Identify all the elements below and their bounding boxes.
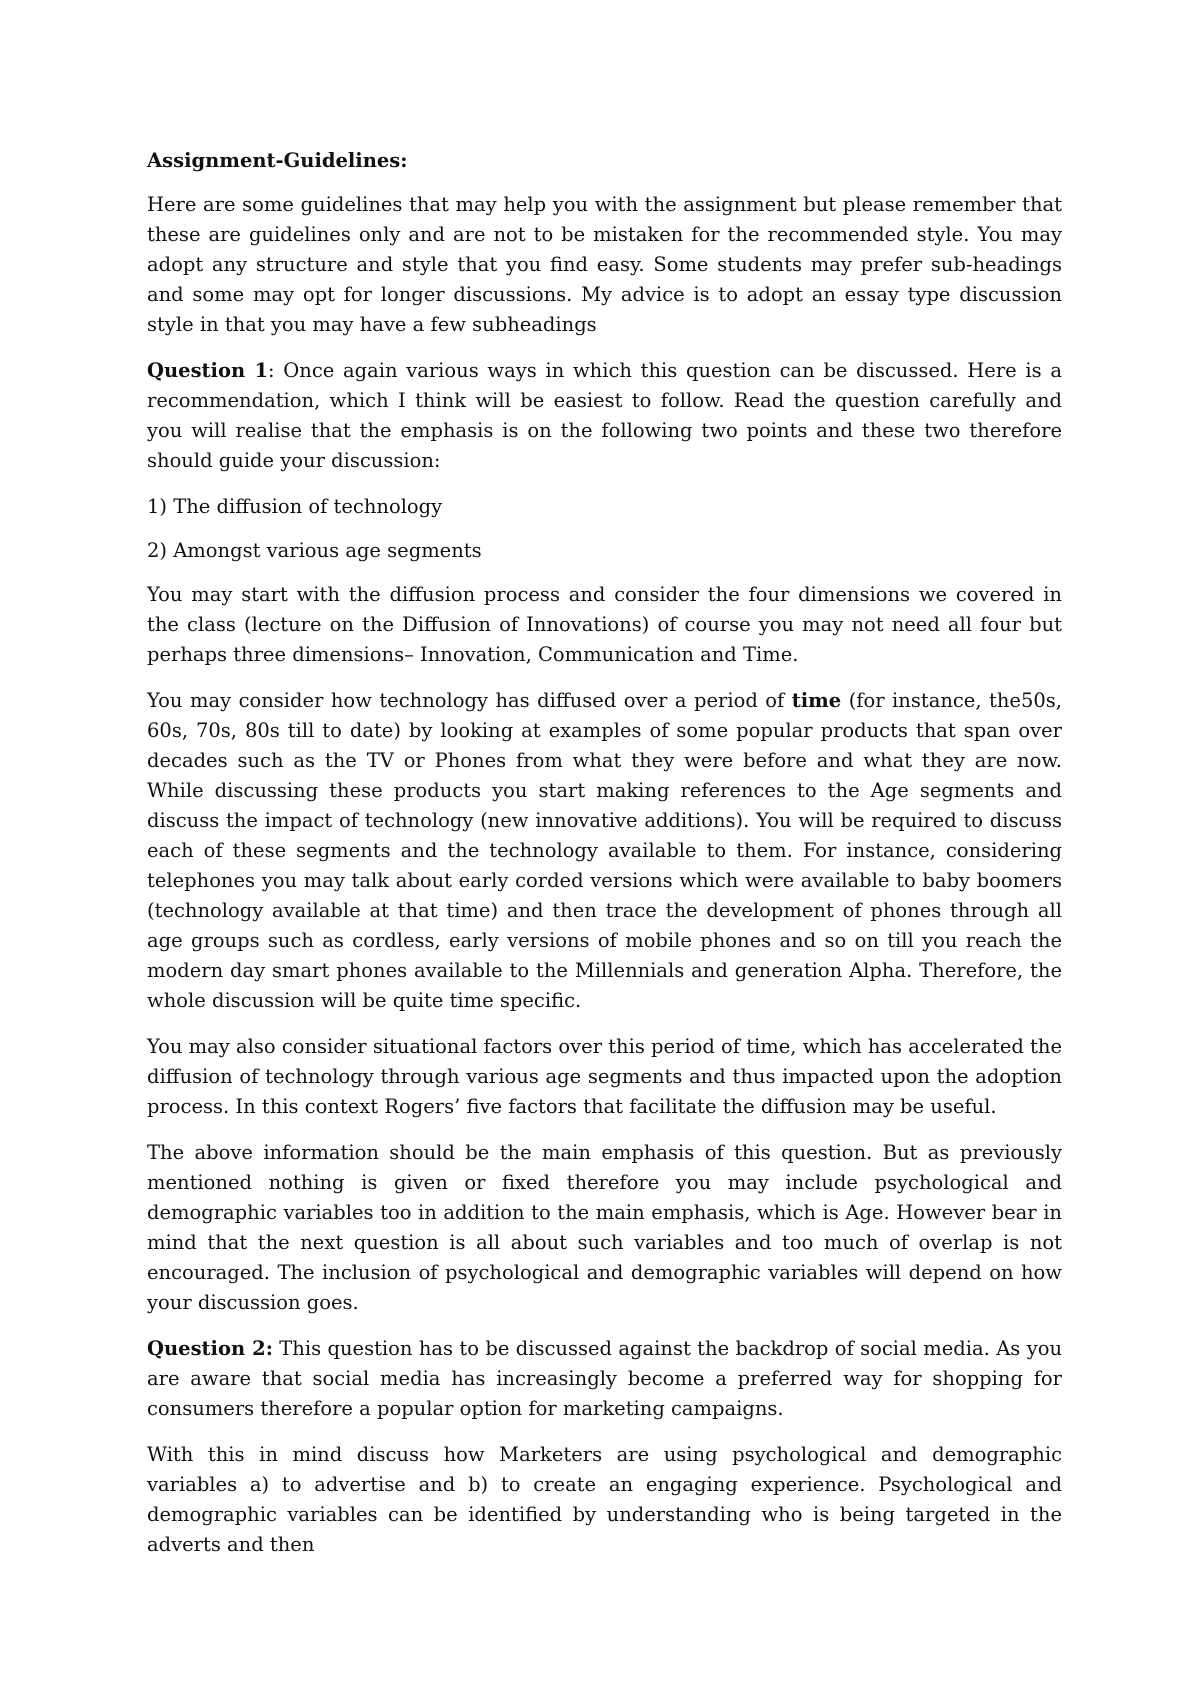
intro-paragraph: Here are some guidelines that may help you with the assignment but please remember that these are guidelines only and are not to be mistaken for the recommended style. You may adopt any structure and style that you find easy. Some students may prefer sub-headings and some may opt for longer discussions. My advice is to adopt an essay type discussion style in that you may have a few subheadings	[147, 193, 1062, 336]
emphasis-paragraph: The above information should be the main emphasis of this question. But as previously mentioned nothing is given or fixed therefore you may include psychological and demographic variables too in addition to the main emphasis, which is Age. However bear in mind that the next question is all about such variables and too much of overlap is not encouraged. The inclusion of psychological and demographic variables will depend on how your discussion goes.	[147, 1141, 1062, 1314]
list-item-2: 2) Amongst various age segments	[147, 539, 482, 562]
question-1-paragraph	[147, 356, 1062, 476]
time-paragraph-before: You may consider how technology has diffused over a period of	[147, 689, 792, 712]
time-paragraph-bold: time	[791, 689, 842, 712]
question-2-text: This question has to be discussed against the backdrop of social media. As you are aware that social media has increasingly become a preferred way for shopping for consumers therefore a popular option for marketing campaigns.	[147, 1337, 1063, 1420]
marketers-paragraph: With this in mind discuss how Marketers are using psychological and demographic variables a) to advertise and b) to create an engaging experience. Psychological and demographic variables can be identified by understanding who is being targeted in the adverts and then	[147, 1443, 1062, 1556]
time-paragraph-after: (for instance, the50s, 60s, 70s, 80s till to date) by looking at examples of some popular products that span over decades such as the TV or Phones from what they were before and what they are now. While discussing these products you start making references to the Age segments and discuss the impact of technology (new innovative additions). You will be required to discuss each of these segments and the technology available to them. For instance, considering telephones you may talk about early corded versions which were available to baby boomers (technology available at that time) and then trace the development of phones through all age groups such as cordless, early versions of mobile phones and so on till you reach the modern day smart phones available to the Millennials and generation Alpha. Therefore, the whole discussion will be quite time specific.	[147, 689, 1062, 1012]
question-2-paragraph	[147, 1334, 1062, 1424]
time-paragraph	[147, 686, 1062, 1016]
situational-paragraph: You may also consider situational factors over this period of time, which has accelerated the diffusion of technology through various age segments and thus impacted upon the adoption process. In this context Rogers’ five factors that facilitate the diffusion may be useful.	[147, 1035, 1062, 1118]
document-page	[147, 146, 1062, 1576]
question-2-label: Question 2:	[147, 1337, 273, 1360]
diffusion-paragraph: You may start with the diffusion process and consider the four dimensions we covered in the class (lecture on the Diffusion of Innovations) of course you may not need all four but perhaps three dimensions– Innovation, Communication and Time.	[147, 583, 1062, 666]
question-1-text: : Once again various ways in which this question can be discussed. Here is a recommendation, which I think will be easiest to follow. Read the question carefully and you will realise that the emphasis is on the following two points and these two therefore should guide your discussion:	[147, 359, 1062, 472]
list-item-1: 1) The diffusion of technology	[147, 495, 443, 518]
question-1-label: Question 1	[147, 359, 269, 382]
document-title: Assignment-Guidelines:	[147, 149, 408, 172]
